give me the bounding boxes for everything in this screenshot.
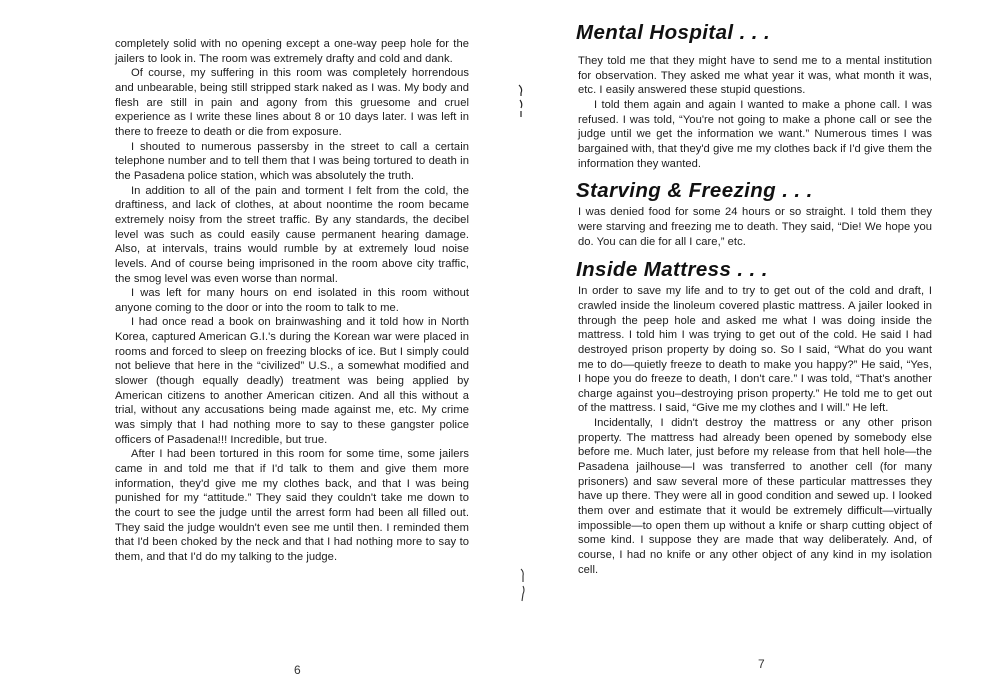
paragraph: I told them again and again I wanted to make a phone call. I was refused. I was told, “You're not going to make a phone call or see the judge until we get the information we want.” Numerous times I was bargained with, that they'd give me my clothes back if I'd give them the information they wanted. [578,98,932,170]
page-number: 7 [758,657,765,671]
paragraph: Incidentally, I didn't destroy the mattress or any other prison property. The mattress had already been opened by somebody else before me. Much later, just before my release from that hell hole—the Pasadena jailhouse—I was transferred to another cell (for many prisoners) and saw several more of these particular mattresses they have up there. They were all in good condition and sewed up. I looked them over and estimate that it would be extremely difficult—virtually impossible—to open them up without a knife or sharp cutting object of some kind. I suppose they are made that way deliberately. And, of course, I had no knife or any other object of any kind in my isolation cell. [578,417,932,576]
right-page-text-column [578,54,932,577]
page-number: 6 [294,663,301,677]
paragraph: Of course, my suffering in this room was completely horrendous and unbearable, being still stripped stark naked as I was. My body and flesh are still in pain and agony from this gruesome and cruel experience as I write these lines about 8 or 10 days later. I was left in there to freeze to death or die from exposure. [115,67,469,138]
paragraph: I had once read a book on brainwashing and it told how in North Korea, captured American G.I.'s during the Korean war were placed in rooms and forced to sleep on freezing blocks of ice. But I simply could not believe that here in the “civilized” U.S., a somewhat modified and slower (though equally deadly) treatment was being applied by American citizens to another American citizen. And all this without a trial, without any accusations being made against me, etc. My crime was simply that I had nothing more to say to these gangster police officers of Pasadena!!! Incredible, but true. [115,316,469,446]
paragraph: In order to save my life and to try to get out of the cold and draft, I crawled inside the linoleum covered plastic mattress. A jailer looked in through the peep hole and asked me what I was doing inside the mattress. I told him I was trying to get out of the cold. He said I had destroyed prison property by doing so. So I said, “What do you want me to do—quietly freeze to death to make you happy?” He said, “Yes, I hope you do freeze to death, I don't care.” I was told, “That's another charge against you–destroying prison property.” He told me to get out of the mattress. I said, “Give me my clothes and I will.” He left. [578,285,932,415]
paragraph: I shouted to numerous passersby in the street to call a certain telephone number and to tell them that I was being tortured to death in the Pasadena police station, which was absolutely the truth. [115,140,469,182]
left-page-text-column [115,37,469,565]
paragraph: After I had been tortured in this room for some time, some jailers came in and told me that if I'd talk to them and give them more information, they'd give me my clothes back, and that I was being punished for my “attitude.” They said they couldn't take me down to the court to see the judge until the arrest form had been all filled out. They said the judge wouldn't even see me until then. I reminded them that I'd been choked by the neck and that I had nothing more to say to them, and that I'd do my talking to the judge. [115,448,469,563]
section-heading-inside-mattress: Inside Mattress . . . [576,258,768,282]
section-inside-mattress [578,258,932,577]
section-heading-starving-freezing: Starving & Freezing . . . [576,179,813,203]
paragraph: In addition to all of the pain and torment I felt from the cold, the draftiness, and lack of clothes, at about noontime the room became extremely noisy from the street traffic. By any standards, the decibel level was such as could easily cause permanent hearing damage. Also, at intervals, trains would rumble by at extremely loud noise levels. And of course being imprisoned in the room above city traffic, the smog level was even worse than normal. [115,184,469,285]
paragraph: completely solid with no opening except a one-way peep hole for the jailers to look in. The room was extremely drafty and cold and dank. [115,38,469,65]
paragraph: They told me that they might have to send me to a mental institution for observation. They asked me what year it was, what month it was, etc. I easily answered these stupid questions. [578,55,932,97]
section-mental-hospital [578,54,932,171]
paragraph: I was left for many hours on end isolated in this room without anyone coming to the door or into the room to talk to me. [115,287,469,314]
paragraph: I was denied food for some 24 hours or so straight. I told them they were starving and freezing me to death. They said, “Die! We hope you do. You can die for all I care,” etc. [578,206,932,248]
section-starving-freezing [578,179,932,249]
section-heading-mental-hospital: Mental Hospital . . . [576,21,771,44]
